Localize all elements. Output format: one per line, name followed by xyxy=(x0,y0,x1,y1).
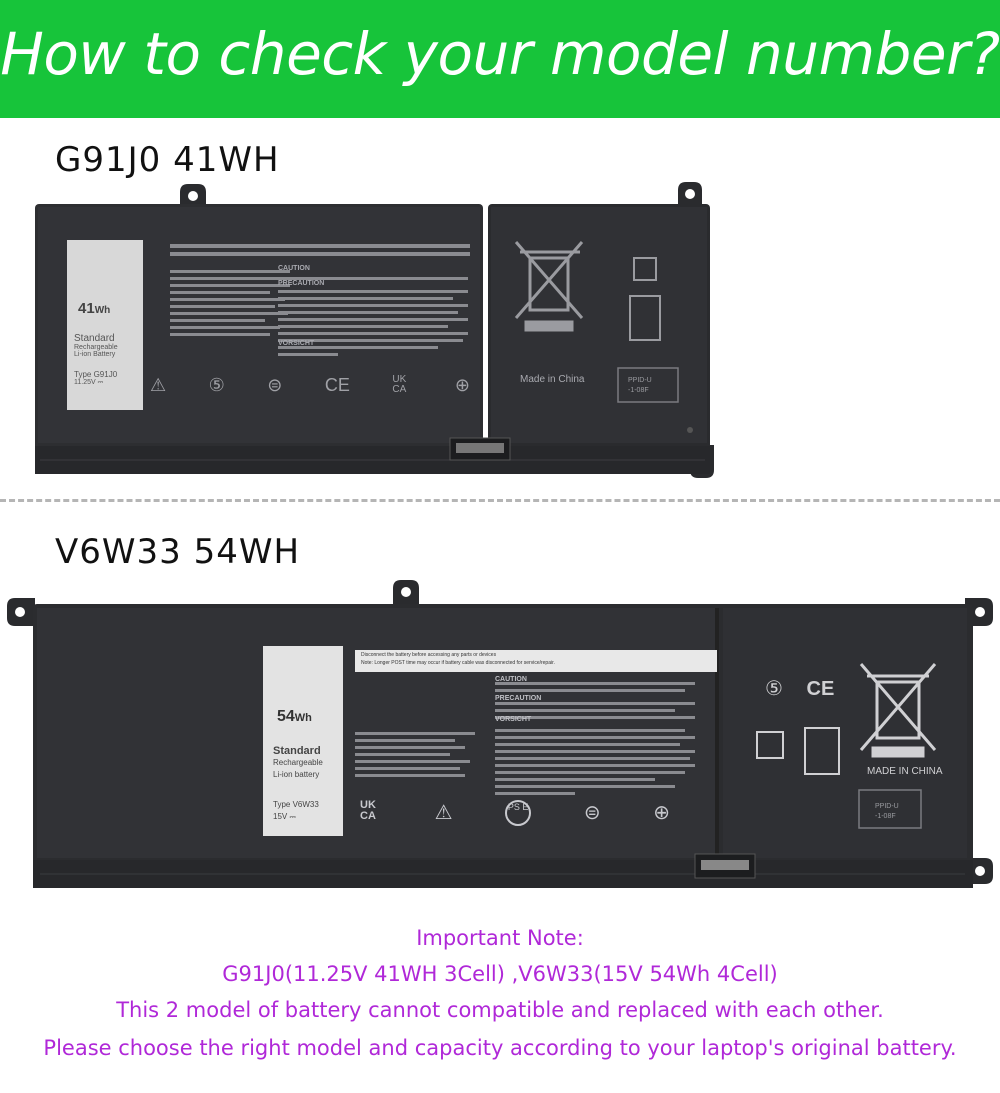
battery-1-vorsicht: VORSICHT xyxy=(278,340,315,347)
battery-2-capacity: 54 xyxy=(277,708,295,725)
ce-mark-icon: CE xyxy=(324,375,350,395)
battery-1-ppid-line1: PPID-U xyxy=(628,377,652,384)
battery-2-vorsicht: VORSICHT xyxy=(495,716,532,723)
header-banner xyxy=(0,0,1000,118)
pse-mark-icon: PS E xyxy=(505,800,531,826)
battery-2-made-in: MADE IN CHINA xyxy=(867,766,943,777)
battery-2-type: Type V6W33 xyxy=(273,800,319,809)
battery-1-caution: CAUTION xyxy=(278,265,310,272)
battery-1-precaution: PRECAUTION xyxy=(278,280,325,287)
battery-1-capacity: 41 xyxy=(78,300,95,317)
battery-2-line1: Rechargeable xyxy=(273,758,323,767)
note-line-3: Please choose the right model and capacity according to your laptop's original battery. xyxy=(43,1036,957,1060)
section-divider xyxy=(0,499,1000,502)
ukca-mark-icon-2: UK CA xyxy=(360,799,376,822)
note-line-2: This 2 model of battery cannot compatible and replaced with each other. xyxy=(116,998,884,1022)
five-year-icon-2: ⑤ xyxy=(765,678,783,700)
battery-1-image xyxy=(30,180,720,480)
battery-2-precaution: PRECAUTION xyxy=(495,695,542,702)
warning-icon: ⚠ xyxy=(150,375,167,395)
battery-1-standard: Standard xyxy=(74,333,115,344)
battery-1-unit: Wh xyxy=(94,305,111,316)
five-year-icon: ⑤ xyxy=(208,375,225,395)
ce-mark-icon-2: CE xyxy=(806,678,835,700)
battery-2-caution: CAUTION xyxy=(495,676,527,683)
note-line-1: G91J0(11.25V 41WH 3Cell) ,V6W33(15V 54Wh 4Cell) xyxy=(222,962,778,986)
battery-1-made-in: Made in China xyxy=(520,374,585,385)
warning-icon-2: ⚠ xyxy=(434,802,453,824)
battery-2-image xyxy=(5,578,995,898)
battery-2-notice-2: Note: Longer POST time may occur if battery cable was disconnected for service/repair. xyxy=(361,660,555,666)
battery-2-unit: Wh xyxy=(294,712,312,724)
battery-1-voltage: 11.25V ⎓ xyxy=(74,379,104,386)
battery-cell-icon-2: ⊜ xyxy=(583,802,601,824)
note-title: Important Note: xyxy=(416,926,584,950)
battery-2-line2: Li-ion battery xyxy=(273,770,320,779)
battery-1-line1: Rechargeable xyxy=(74,344,118,351)
safety-mark-icon: ⊕ xyxy=(454,375,470,395)
banner-title: How to check your model number? xyxy=(0,20,1000,88)
battery-2-heading: V6W33 54WH xyxy=(55,532,301,572)
ukca-mark-icon: UK CA xyxy=(392,374,407,395)
battery-2-voltage: 15V ⎓ xyxy=(273,812,296,821)
battery-1-type: Type G91J0 xyxy=(74,370,118,379)
battery-2-ppid-line2: -1-08F xyxy=(875,813,896,820)
safety-mark-icon-2: ⊕ xyxy=(653,802,670,824)
battery-2-standard: Standard xyxy=(273,745,321,757)
battery-1-heading: G91J0 41WH xyxy=(55,140,280,180)
battery-cell-icon: ⊜ xyxy=(267,375,283,395)
battery-2-ppid-line1: PPID-U xyxy=(875,803,899,810)
battery-1-ppid-line2: -1-08F xyxy=(628,387,649,394)
battery-2-notice: Disconnect the battery before accessing any parts or devices xyxy=(361,652,497,658)
battery-1-line2: Li-ion Battery xyxy=(74,351,116,358)
